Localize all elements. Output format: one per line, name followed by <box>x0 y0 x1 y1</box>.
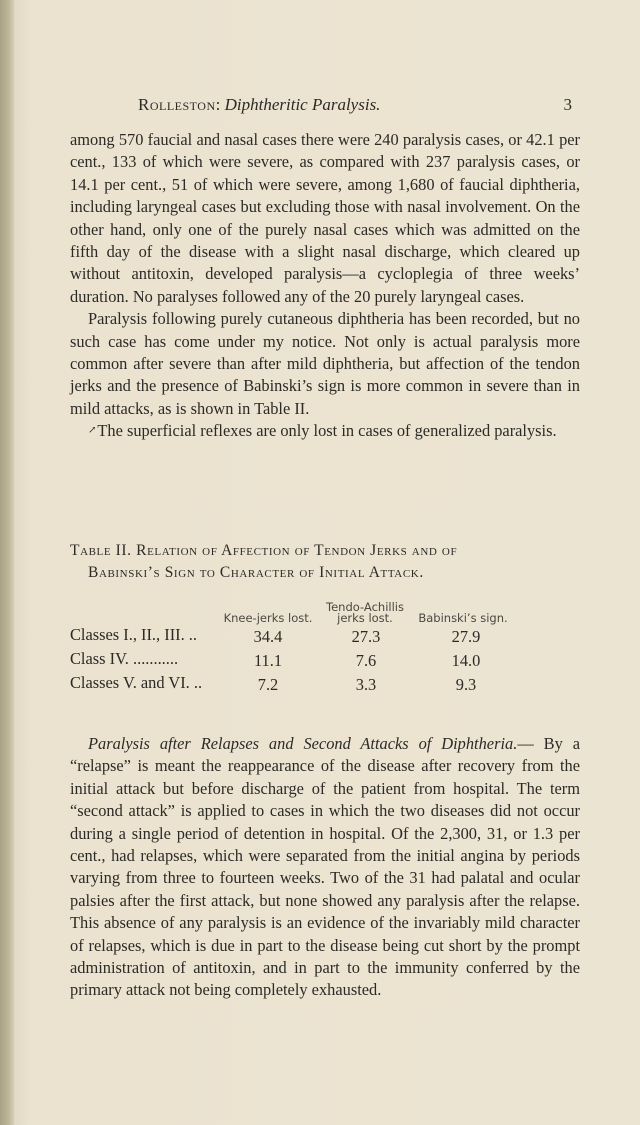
running-title <box>138 95 380 115</box>
column-header-tendo-achillis: Tendo-Achillis <box>326 600 404 614</box>
table-caption <box>70 540 580 584</box>
page-binding-edge <box>0 0 14 1125</box>
table-caption-line-2: Babinski’s Sign to Character of Initial Attack. <box>88 564 424 581</box>
column-header-babinski: Babinski’s sign. <box>418 611 508 625</box>
paragraph-2: Paralysis following purely cutaneous diphtheria has been recorded, but no such case has come under my notice. Not only is actual paralysis more common after severe than after mild diphtheria, but affection of the tendon jerks and the presence of Babinski’s sign is more common in severe than in mild attacks, as is shown in Table II. <box>70 309 580 418</box>
table-cell: 11.1 <box>253 651 283 670</box>
table-cell: 3.3 <box>355 675 377 694</box>
body-text-bottom <box>70 733 580 1002</box>
table-cell: 7.2 <box>257 675 279 694</box>
table-cell: 7.6 <box>355 651 377 670</box>
header-title: Diphtheritic Paralysis. <box>224 95 381 114</box>
table-row-label: Class IV. ........... <box>70 649 179 668</box>
table-caption-line-1: Table II. Relation of Affection of Tendon Jerks and of <box>70 542 458 559</box>
table-cell: 14.0 <box>451 651 481 670</box>
section-paragraph-text: By a “relapse” is meant the reappearance of the disease after recovery from the initial attack but before discharge of the patient from hospital. The term “second attack” is applied to cases in which the two diseases did not occur during a single period of detention in hospital. Of the 2,300, 31, or 1.3 per cent., had relapses, which were separated from the initial angina by periods varying from three to fourteen weeks. Two of the 31 had palatal and ocular palsies after the first attack, but none showed any paralysis after the relapse. This absence of any paralysis is an evidence of the invariably mild character of relapses, which is due in part to the disease being cut short by the prompt administration of antitoxin, and in part to the immunity conferred by the primary attack not being completely exhausted. <box>70 734 580 1000</box>
margin-mark: ↗ <box>88 425 97 437</box>
paragraph-1: among 570 faucial and nasal cases there were 240 paralysis cases, or 42.1 per cent., 133 of which were severe, as compared with 237 paralysis cases, or 14.1 per cent., 51 of which were severe, among 1,680 of faucial diphtheria, including laryngeal cases but excluding those with nasal involvement. On the other hand, only one of the purely nasal cases which was admitted on the fifth day of the disease with a slight nasal discharge, which cleared up without antitoxin, developed paralysis—a cycloplegia of three weeks’ duration. No paralyses followed any of the 20 purely laryngeal cases. <box>70 130 580 306</box>
table-cell: 9.3 <box>455 675 477 694</box>
header-author: Rolleston <box>138 95 216 114</box>
column-header-tendo-achillis-line-2: jerks lost. <box>337 611 393 625</box>
table-row-label: Classes I., II., III. .. <box>70 625 197 644</box>
header-separator: : <box>215 95 221 114</box>
table-row-label: Classes V. and VI. .. <box>70 673 203 692</box>
paragraph-3-text: The superficial reflexes are only lost in cases of generalized paralysis. <box>97 421 557 441</box>
table-cell: 27.9 <box>451 627 481 646</box>
table-cell: 27.3 <box>351 627 381 646</box>
section-paragraph <box>70 733 580 1002</box>
paragraph-3 <box>70 420 580 442</box>
table-cell: 34.4 <box>253 627 283 646</box>
running-header <box>60 95 572 119</box>
page-number: 3 <box>563 95 572 114</box>
section-heading-dash: — <box>517 734 534 753</box>
column-header-knee-jerks: Knee-jerks lost. <box>223 611 313 625</box>
body-text-top <box>70 129 580 443</box>
reflex-table <box>70 600 580 710</box>
section-heading: Paralysis after Relapses and Second Attacks of Diphtheria. <box>88 734 518 753</box>
